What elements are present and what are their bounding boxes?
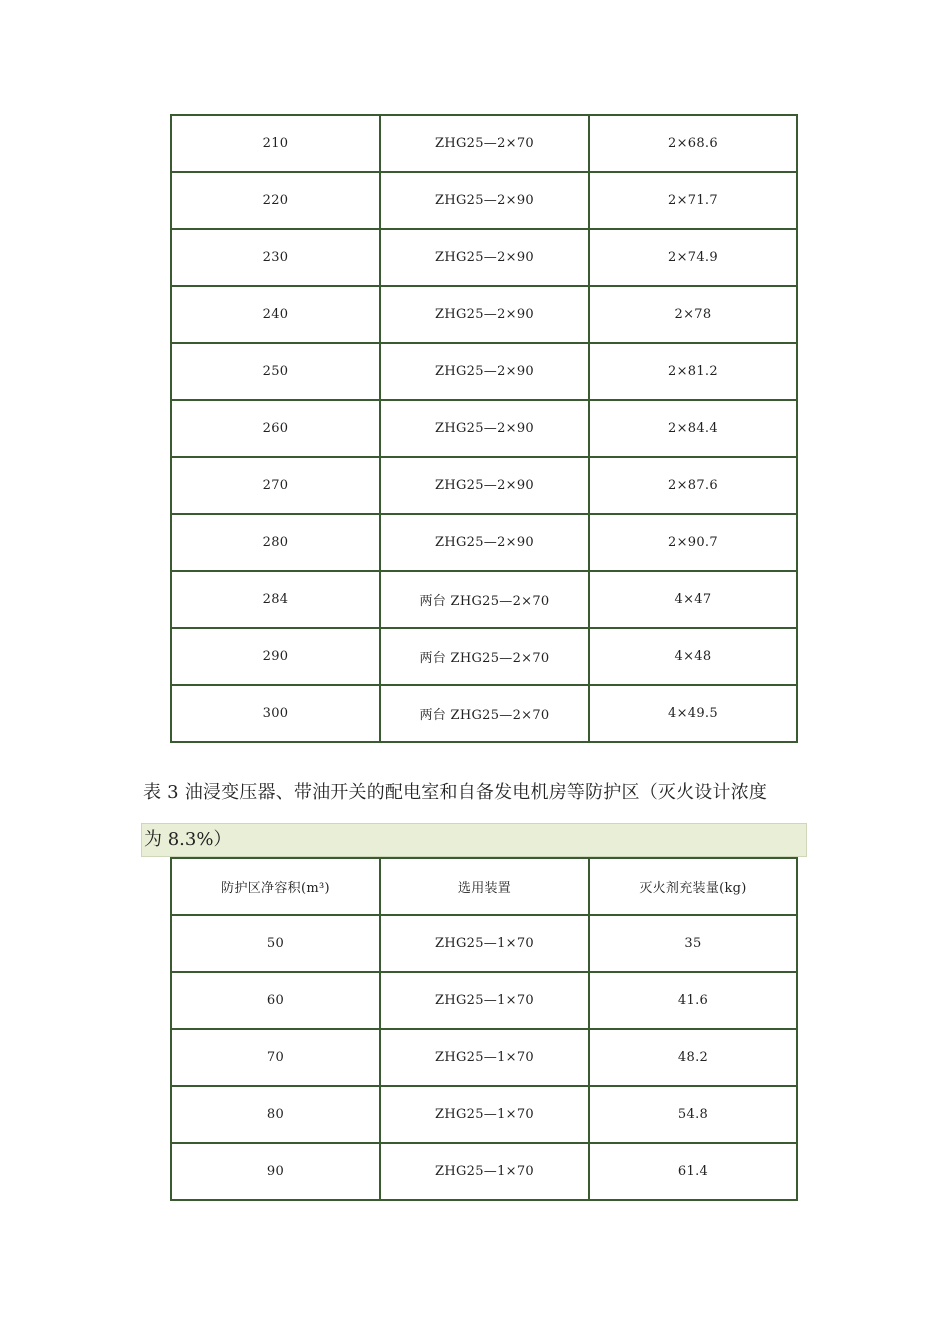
table-cell: 2×68.6 (589, 115, 797, 172)
table-row (171, 229, 797, 286)
table-cell: 两台 ZHG25—2×70 (380, 571, 589, 628)
table-cell: 41.6 (589, 972, 797, 1029)
table-row (171, 286, 797, 343)
table-cell: 80 (171, 1086, 380, 1143)
table-cell: 2×71.7 (589, 172, 797, 229)
table-cell: ZHG25—1×70 (380, 1086, 589, 1143)
table-row (171, 1086, 797, 1143)
table-cell: ZHG25—1×70 (380, 972, 589, 1029)
table-cell: ZHG25—2×90 (380, 343, 589, 400)
table-row (171, 628, 797, 685)
table-cell: 250 (171, 343, 380, 400)
table-cell: ZHG25—2×90 (380, 229, 589, 286)
table-cell: 4×49.5 (589, 685, 797, 742)
table-row (171, 400, 797, 457)
table-cell: 2×84.4 (589, 400, 797, 457)
table-cell: 230 (171, 229, 380, 286)
column-header: 选用装置 (380, 858, 589, 915)
table-cell: 2×81.2 (589, 343, 797, 400)
table-cell: 70 (171, 1029, 380, 1086)
table-cell: 4×48 (589, 628, 797, 685)
table-cell: 220 (171, 172, 380, 229)
table-row (171, 1143, 797, 1200)
table-cell: ZHG25—2×90 (380, 457, 589, 514)
table-cell: 54.8 (589, 1086, 797, 1143)
table-row (171, 457, 797, 514)
table-cell: 60 (171, 972, 380, 1029)
table-cell: ZHG25—1×70 (380, 1029, 589, 1086)
table-row (171, 115, 797, 172)
table-cell: 280 (171, 514, 380, 571)
table-cell: 2×87.6 (589, 457, 797, 514)
table-row (171, 571, 797, 628)
table-3-caption-continued: 为 8.3%） (141, 823, 807, 857)
table-cell: 210 (171, 115, 380, 172)
table-cell: ZHG25—1×70 (380, 1143, 589, 1200)
table-cell: 300 (171, 685, 380, 742)
table-cell: 50 (171, 915, 380, 972)
table-cell: 2×90.7 (589, 514, 797, 571)
table-cell: 两台 ZHG25—2×70 (380, 628, 589, 685)
continued-data-table (170, 114, 798, 743)
table-cell: ZHG25—2×90 (380, 172, 589, 229)
table-cell: ZHG25—2×90 (380, 400, 589, 457)
table-cell: 284 (171, 571, 380, 628)
table-row (171, 343, 797, 400)
table-row (171, 514, 797, 571)
column-header: 防护区净容积(m³) (171, 858, 380, 915)
table-cell: 240 (171, 286, 380, 343)
table-cell: 35 (589, 915, 797, 972)
table-row (171, 972, 797, 1029)
column-header: 灭火剂充装量(kg) (589, 858, 797, 915)
table-cell: 48.2 (589, 1029, 797, 1086)
table-cell: ZHG25—2×70 (380, 115, 589, 172)
table-cell: 4×47 (589, 571, 797, 628)
table-cell: 260 (171, 400, 380, 457)
table-cell: 90 (171, 1143, 380, 1200)
table-cell: ZHG25—2×90 (380, 286, 589, 343)
table-header-row (171, 858, 797, 915)
table-cell: ZHG25—2×90 (380, 514, 589, 571)
table-row (171, 1029, 797, 1086)
table-3-caption: 表 3 油浸变压器、带油开关的配电室和自备发电机房等防护区（灭火设计浓度 (143, 782, 768, 803)
table-cell: 2×74.9 (589, 229, 797, 286)
table-cell: 2×78 (589, 286, 797, 343)
table-cell: ZHG25—1×70 (380, 915, 589, 972)
table-cell: 290 (171, 628, 380, 685)
table-row (171, 172, 797, 229)
table-3 (170, 857, 798, 1201)
table-cell: 两台 ZHG25—2×70 (380, 685, 589, 742)
table-row (171, 685, 797, 742)
table-row (171, 915, 797, 972)
table-cell: 270 (171, 457, 380, 514)
table-cell: 61.4 (589, 1143, 797, 1200)
